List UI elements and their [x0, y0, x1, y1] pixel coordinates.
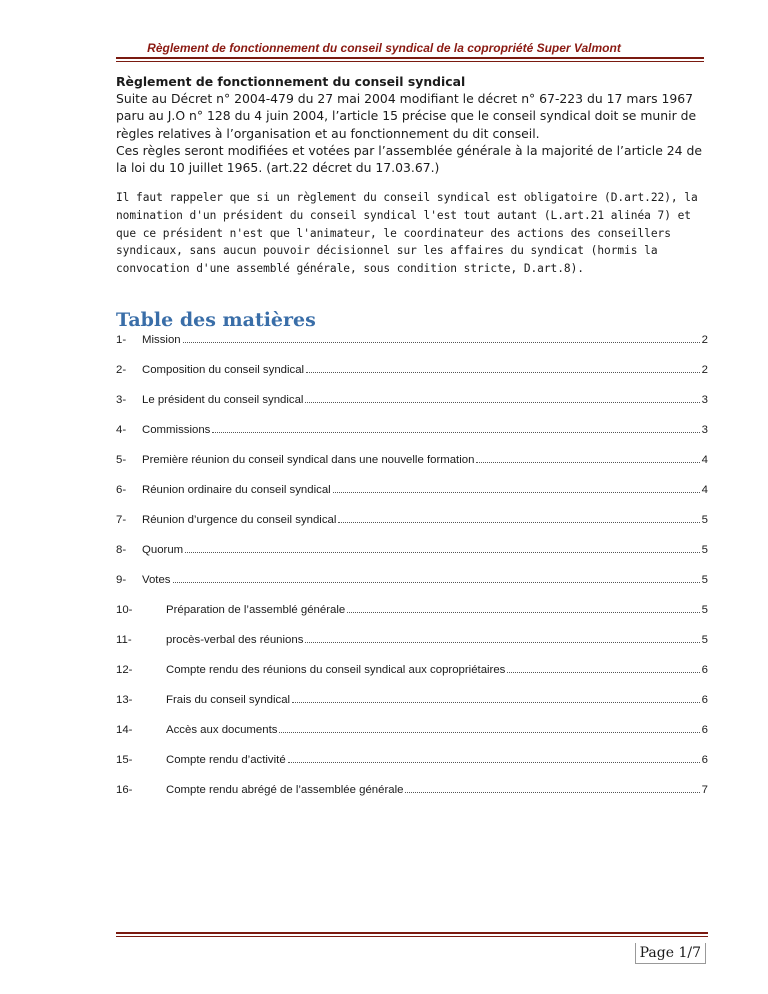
toc-entry-page: 4 [701, 484, 708, 496]
toc-entry-number: 6- [116, 484, 127, 496]
toc-leader-dots [338, 521, 699, 523]
toc-entry-number: 8- [116, 544, 127, 556]
toc-entry-page: 3 [701, 424, 708, 436]
page-number [635, 943, 706, 964]
toc-leader-dots [183, 341, 700, 343]
header-rule-thick [116, 57, 704, 59]
toc-leader-dots [347, 611, 699, 613]
toc-leader-dots [405, 791, 699, 793]
page-number-label: Page 1/7 [635, 943, 706, 964]
toc-entry[interactable] [116, 544, 708, 562]
toc-entry-title: Compte rendu des réunions du conseil syndical aux copropriétaires [166, 664, 506, 676]
toc-leader-dots [305, 401, 699, 403]
toc-entry-page: 5 [701, 544, 708, 556]
toc-entry-title: Composition du conseil syndical [142, 364, 305, 376]
toc-entry-title: procès-verbal des réunions [166, 634, 304, 646]
toc-heading: Table des matières [116, 309, 316, 331]
toc-leader-dots [288, 761, 700, 763]
toc-entry[interactable] [116, 364, 708, 382]
reminder-paragraph: Il faut rappeler que si un règlement du conseil syndical est obligatoire (D.art.22), la nomination d'un président du conseil syndical l'est tout autant (L.art.21 alinéa 7) et que ce président n'est que l'animateur, le coordinateur des actions des conseillers syndicaux, sans aucun pouvoir décisionnel sur les affaires du syndicat (hormis la convocation d'une assemblé générale, sous condition stricte, D.art.8). [116, 191, 698, 276]
toc-leader-dots [507, 671, 699, 673]
toc-entry[interactable] [116, 514, 708, 532]
toc-entry-number: 7- [116, 514, 127, 526]
toc-leader-dots [292, 701, 700, 703]
toc-entry-number: 9- [116, 574, 127, 586]
toc-entry[interactable] [116, 604, 708, 622]
toc-entry-number: 4- [116, 424, 127, 436]
toc-entry[interactable] [116, 394, 708, 412]
toc-entry-title: Commissions [142, 424, 211, 436]
toc-leader-dots [305, 641, 699, 643]
toc-entry-title: Préparation de l’assemblé générale [166, 604, 346, 616]
document-title: Règlement de fonctionnement du conseil syndical [116, 74, 466, 89]
toc-entry-page: 2 [701, 334, 708, 346]
toc-entry[interactable] [116, 454, 708, 472]
toc-entry[interactable] [116, 784, 708, 802]
toc-entry-number: 10- [116, 604, 133, 616]
intro-paragraph-1: Suite au Décret n° 2004-479 du 27 mai 2004 modifiant le décret n° 67-223 du 17 mars 1967 paru au J.O n° 128 du 4 juin 2004, l’article 15 précise que le conseil syndical doit se munir de règles relatives à l’organisation et au fonctionnement du dit conseil. [116, 91, 697, 141]
toc-entry-number: 1- [116, 334, 127, 346]
toc-entry-title: Compte rendu d’activité [166, 754, 286, 766]
running-header: Règlement de fonctionnement du conseil syndical de la copropriété Super Valmont [147, 41, 621, 55]
intro-block [116, 73, 706, 176]
toc-entry-number: 11- [116, 634, 132, 646]
toc-entry-title: Réunion ordinaire du conseil syndical [142, 484, 331, 496]
footer-rule-thin [116, 936, 708, 937]
toc-entry-title: Accès aux documents [166, 724, 278, 736]
toc-entry-page: 7 [701, 784, 708, 796]
toc-leader-dots [185, 551, 700, 553]
footer-rule-thick [116, 932, 708, 934]
toc-entry-number: 13- [116, 694, 133, 706]
toc-entry-number: 2- [116, 364, 127, 376]
toc-entry-title: Quorum [142, 544, 184, 556]
toc-entry-title: Le président du conseil syndical [142, 394, 304, 406]
toc-leader-dots [279, 731, 699, 733]
toc-entry[interactable] [116, 724, 708, 742]
toc-entry-title: Votes [142, 574, 171, 586]
toc-entry-title: Frais du conseil syndical [166, 694, 291, 706]
toc-entry[interactable] [116, 574, 708, 592]
toc-entry-page: 5 [701, 514, 708, 526]
toc-entry-title: Compte rendu abrégé de l’assemblée générale [166, 784, 404, 796]
toc-entry-page: 6 [701, 694, 708, 706]
toc-entry-page: 5 [701, 604, 708, 616]
toc-entry-page: 5 [701, 634, 708, 646]
toc-entry[interactable] [116, 664, 708, 682]
toc-leader-dots [306, 371, 700, 373]
toc-entry-page: 6 [701, 724, 708, 736]
toc-entry-number: 5- [116, 454, 127, 466]
toc-entry[interactable] [116, 424, 708, 442]
header-rule-thin [116, 61, 704, 62]
toc-entry[interactable] [116, 334, 708, 352]
toc-leader-dots [212, 431, 699, 433]
toc-entry[interactable] [116, 754, 708, 772]
toc-entry-page: 6 [701, 754, 708, 766]
toc-entry-title: Mission [142, 334, 181, 346]
toc-leader-dots [333, 491, 700, 493]
intro-paragraph-2: Ces règles seront modifiées et votées par l’assemblée générale à la majorité de l’article 24 de la loi du 10 juillet 1965. (art.22 décret du 17.03.67.) [116, 142, 702, 176]
toc-entry-number: 14- [116, 724, 133, 736]
toc-leader-dots [476, 461, 699, 463]
toc-entry-number: 16- [116, 784, 133, 796]
toc-entry-number: 3- [116, 394, 127, 406]
toc-entry[interactable] [116, 634, 708, 652]
toc-entry[interactable] [116, 694, 708, 712]
toc-entry-page: 2 [701, 364, 708, 376]
toc-entry-page: 4 [701, 454, 708, 466]
toc-entry-title: Réunion d’urgence du conseil syndical [142, 514, 337, 526]
toc-leader-dots [173, 581, 700, 583]
toc-entry-page: 6 [701, 664, 708, 676]
toc-entry-number: 12- [116, 664, 133, 676]
toc-entry-page: 5 [701, 574, 708, 586]
toc-entry-title: Première réunion du conseil syndical dans une nouvelle formation [142, 454, 475, 466]
toc-entry-page: 3 [701, 394, 708, 406]
toc-entry[interactable] [116, 484, 708, 502]
toc-entry-number: 15- [116, 754, 133, 766]
